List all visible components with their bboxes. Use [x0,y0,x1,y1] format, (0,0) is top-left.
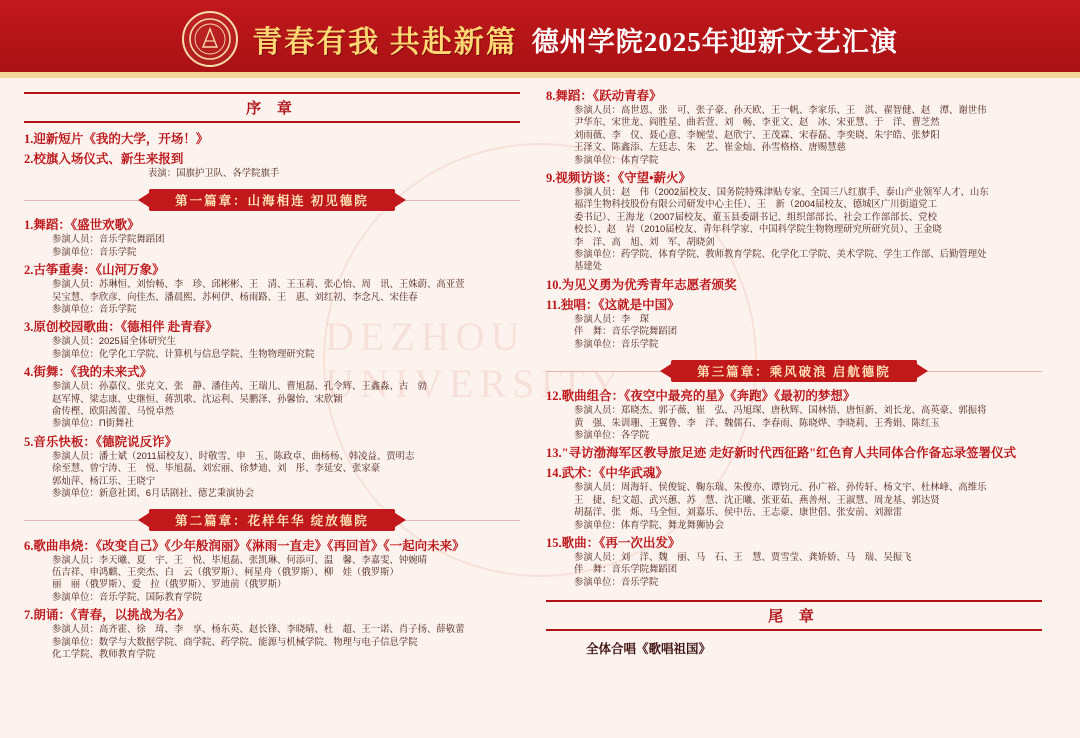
prologue-list [24,131,520,179]
university-seal-icon [182,11,238,67]
program-meta: 福洋生物科技股份有限公司研发中心主任）、王 新（2004届校友、德城区广川街道党工 [574,198,938,210]
program-title: 3.原创校园歌曲：《德相伴 赴青春》 [24,320,218,335]
program-meta: 参演人员：音乐学院舞蹈团 [52,233,165,245]
chapter-3-label: 第三篇章：乘风破浪 启航德院 [671,360,917,382]
watermark-text: DEZHOU UNIVERSITY [323,143,757,577]
program-title: 11.独唱：《这就是中国》 [546,297,680,312]
program-title: 1.舞蹈：《盛世欢歌》 [24,218,140,233]
program-title: 6.歌曲串烧：《改变自己》《少年般润丽》《淋雨一直走》《再回首》《一起向未来》 [24,538,465,553]
program-meta: 伍吉祥、申鸿麒、王奕杰、白 云（俄罗斯）、柯星舟（俄罗斯）、柳 娃（俄罗斯） [52,565,399,577]
program-meta: 丽 丽（俄罗斯）、爱 拉（俄罗斯）、罗迪前（俄罗斯） [52,578,287,590]
right-column [546,88,1042,664]
chapter-2-label: 第二篇章：花样年华 绽放德院 [149,509,395,531]
program-meta: 基建处 [574,260,603,272]
program-meta: 参演人员：高齐霍、徐 琦、李 享、杨东英、赵长锋、李晓晴、杜 超、王一诺、肖子扬、薛敬蕾 [52,623,465,635]
program-meta: 委书记）、王海龙（2007届校友、董玉县委副书记、组织部部长、社会工作部部长、党校 [574,210,938,222]
program-meta: 参演单位：Π街舞社 [52,417,134,429]
list-item [24,364,520,430]
list-item [546,277,1042,293]
program-meta: 参演单位：化学化工学院、计算机与信息学院、生物物理研究院 [52,347,315,359]
program-meta: 参演人员：李天曦、夏 宇、王 悦、毕旭磊、张凯琳、何添可、温 馨、李嘉雯、钟婉晴 [52,553,428,565]
program-meta: 参演人员：郑晓杰、郭子薇、崔 弘、冯旭琛、唐秋辉、国林悟、唐恒新、刘长龙、高英豪、郭振将 [574,404,987,416]
program-meta: 化工学院、教师教育学院 [52,647,156,659]
banner-title-primary: 青春有我 共赴新篇 [252,26,518,59]
list-item [24,262,520,315]
list-item [24,434,520,500]
list-item [24,319,520,360]
program-meta: 参演单位：体育学院、舞龙舞狮协会 [574,518,725,530]
program-meta: 徐至慧、曾宁涛、王 悦、毕旭磊、刘宏丽、徐梦迪、刘 彤、李延安、张家豪 [52,462,381,474]
chapter-1-heading [24,189,520,210]
program-meta: 参演人员：刘 洋、魏 丽、马 石、王 慧、贾雪莹、龚娇娇、马 瑞、吴振飞 [574,550,912,562]
chapter-3-list [546,388,1042,588]
list-item [546,88,1042,166]
chapter-1-label: 第一篇章：山海相连 初见德院 [149,189,395,211]
right-top-list [546,88,1042,350]
chapter-2-heading [24,510,520,531]
program-title: 12.歌曲组合：《夜空中最亮的星》《奔跑》《最初的梦想》 [546,389,856,404]
program-meta: 李 洋、高 旭、刘 军、胡晓剑 [574,235,715,247]
list-item [546,535,1042,588]
program-meta: 吴宝慧、李欣彦、向佳杰、潘晨熙、苏柯伊、杨雨路、王 惠、刘红初、李念凡、宋佳春 [52,290,418,302]
list-item [24,131,520,147]
list-item [24,217,520,258]
page-header-banner [0,0,1080,78]
program-title: 14.武术：《中华武魂》 [546,466,668,481]
program-meta: 参演单位：音乐学院 [574,337,659,349]
program-meta: 参演人员：周海轩、侯俊锭、鞠东瑞、朱俊亦、谭钧元、孙广裕、孙传轩、杨文宇、杜林峰、高维乐 [574,481,987,493]
left-column [24,88,520,664]
program-meta: 参演人员：赵 伟（2002届校友、国务院特殊津贴专家、全国三八红旗手、泰山产业领军人才、山东 [574,186,989,198]
program-title: 13."寻访渤海军区教导旅足迹 走好新时代西征路"红色育人共同体合作备忘录签署仪式 [546,446,1017,461]
program-title: 2.校旗入场仪式、新生来报到 [24,152,184,166]
banner-title-secondary: 德州学院2025年迎新文艺汇演 [531,26,898,57]
program-meta: 参演人员：李 琛 [574,312,650,324]
program-meta: 郭灿萍、杨江乐、王晓宁 [52,474,156,486]
list-item [546,297,1042,350]
program-meta: 参演单位：数学与大数据学院、商学院、药学院、能源与机械学院、物理与电子信息学院 [52,635,418,647]
program-meta: 参演人员：苏琳恒、刘怡畅、李 珍、邱彬彬、王 清、王玉莉、张心怡、周 讯、王姝蔚、高亚萱 [52,278,465,290]
program-meta: 参演单位：音乐学院 [52,303,137,315]
program-title: 10.为见义勇为优秀青年志愿者颁奖 [546,277,737,292]
program-meta: 参演单位：药学院、体育学院、教师教育学院、化学化工学院、美术学院、学生工作部、后勤管理处 [574,248,987,260]
program-meta: 参演人员：孙嘉仪、张克文、张 静、潘佳芮、王瑞儿、曹旭磊、孔令辉、王鑫淼、古 勍 [52,380,428,392]
chapter-3-heading [546,360,1042,381]
program-meta: 参演单位：各学院 [574,428,650,440]
program-meta: 参演单位：体育学院 [574,153,659,165]
program-title: 15.歌曲：《再一次出发》 [546,535,681,550]
chapter-1-list [24,217,520,499]
program-meta: 参演单位：音乐学院 [52,245,137,257]
program-meta: 参演单位：音乐学院、国际教育学院 [52,590,203,602]
epilogue-heading: 尾 章 [546,600,1042,631]
list-item [24,151,520,179]
program-meta: 黄 强、朱训珊、王翼鲁、李 洋、魏儒石、李春雨、陈晓烨、李晓莉、王秀娟、陈红玉 [574,416,940,428]
chapter-2-list [24,538,520,661]
program-title: 4.街舞：《我的未来式》 [24,365,153,380]
program-title: 7.朗诵：《青春，以挑战为名》 [24,608,190,623]
program-meta: 参演单位：音乐学院 [574,575,659,587]
program-meta: 伴 舞：音乐学院舞蹈团 [574,325,678,337]
epilogue-item: 全体合唱《歌唱祖国》 [586,642,712,657]
program-title: 8.舞蹈：《跃动青春》 [546,89,662,103]
program-meta: 赵军博、梁志康、史继恒、蒋凯歌、沈运利、吴鹏泽、孙馨怡、宋欣颖 [52,392,343,404]
prologue-heading: 序 章 [24,92,520,123]
program-meta: 胡磊洋、张 烁、马全恒、刘嘉乐、侯中岳、王志豪、康世倡、张安前、刘源雷 [574,506,903,518]
program-meta: 参演人员：2025届全体研究生 [52,335,176,347]
program-meta: 参演单位：新意社团、6月话剧社、德艺秉演协会 [52,487,255,499]
program-meta: 表演：国旗护卫队、各学院旗手 [148,167,280,178]
program-meta: 尹华东、宋世龙、阎胜星、曲若萱、刘 畅、李亚文、赵 冰、宋亚慧、于 洋、曹芝然 [574,116,940,128]
program-meta: 校长）、赵 岩（2010届校友、青年科学家、中国科学院生物物理研究所研究员）、王金晓 [574,223,942,235]
program-meta: 伴 舞：音乐学院舞蹈团 [574,563,678,575]
program-meta: 参演人员：潘士斌（2011届校友）、时敬雪、申 玉、陈政卓、曲杨杨、韩凌益、贾明志 [52,449,415,461]
program-meta: 王泽文、陈鑫添、左廷志、朱 艺、崔金灿、孙雪格格、唐赐慧慈 [574,141,846,153]
program-title: 9.视频访谈：《守望•薪火》 [546,171,692,186]
list-item [546,170,1042,273]
program-meta: 参演人员：高世恩、张 可、张子豪、孙天欧、王一帆、李家乐、王 淇、翟智健、赵 潭、谢世伟 [574,104,987,115]
program-title: 5.音乐快板：《德院说反诈》 [24,434,178,449]
program-meta: 王 捷、纪文超、武兴蕙、苏 慧、沈正曦、张亚茹、燕善州、王淑慧、周龙基、郭达贤 [574,493,940,505]
program-title: 2.古筝重奏：《山河万象》 [24,263,165,278]
program-title: 1.迎新短片《我的大学，开场！》 [24,132,209,146]
program-meta: 刘雨薇、李 仪、聂心意、李婉莹、赵欣宁、王茂霖、宋春磊、李奕晓、朱宇皓、张梦阳 [574,128,940,140]
list-item [546,445,1042,461]
list-item [24,538,520,604]
program-meta: 俞传樫、欧阳茜蕾、马悦卓然 [52,405,174,417]
list-item [546,465,1042,531]
program-body [0,78,1080,664]
list-item [24,607,520,660]
list-item [546,388,1042,441]
